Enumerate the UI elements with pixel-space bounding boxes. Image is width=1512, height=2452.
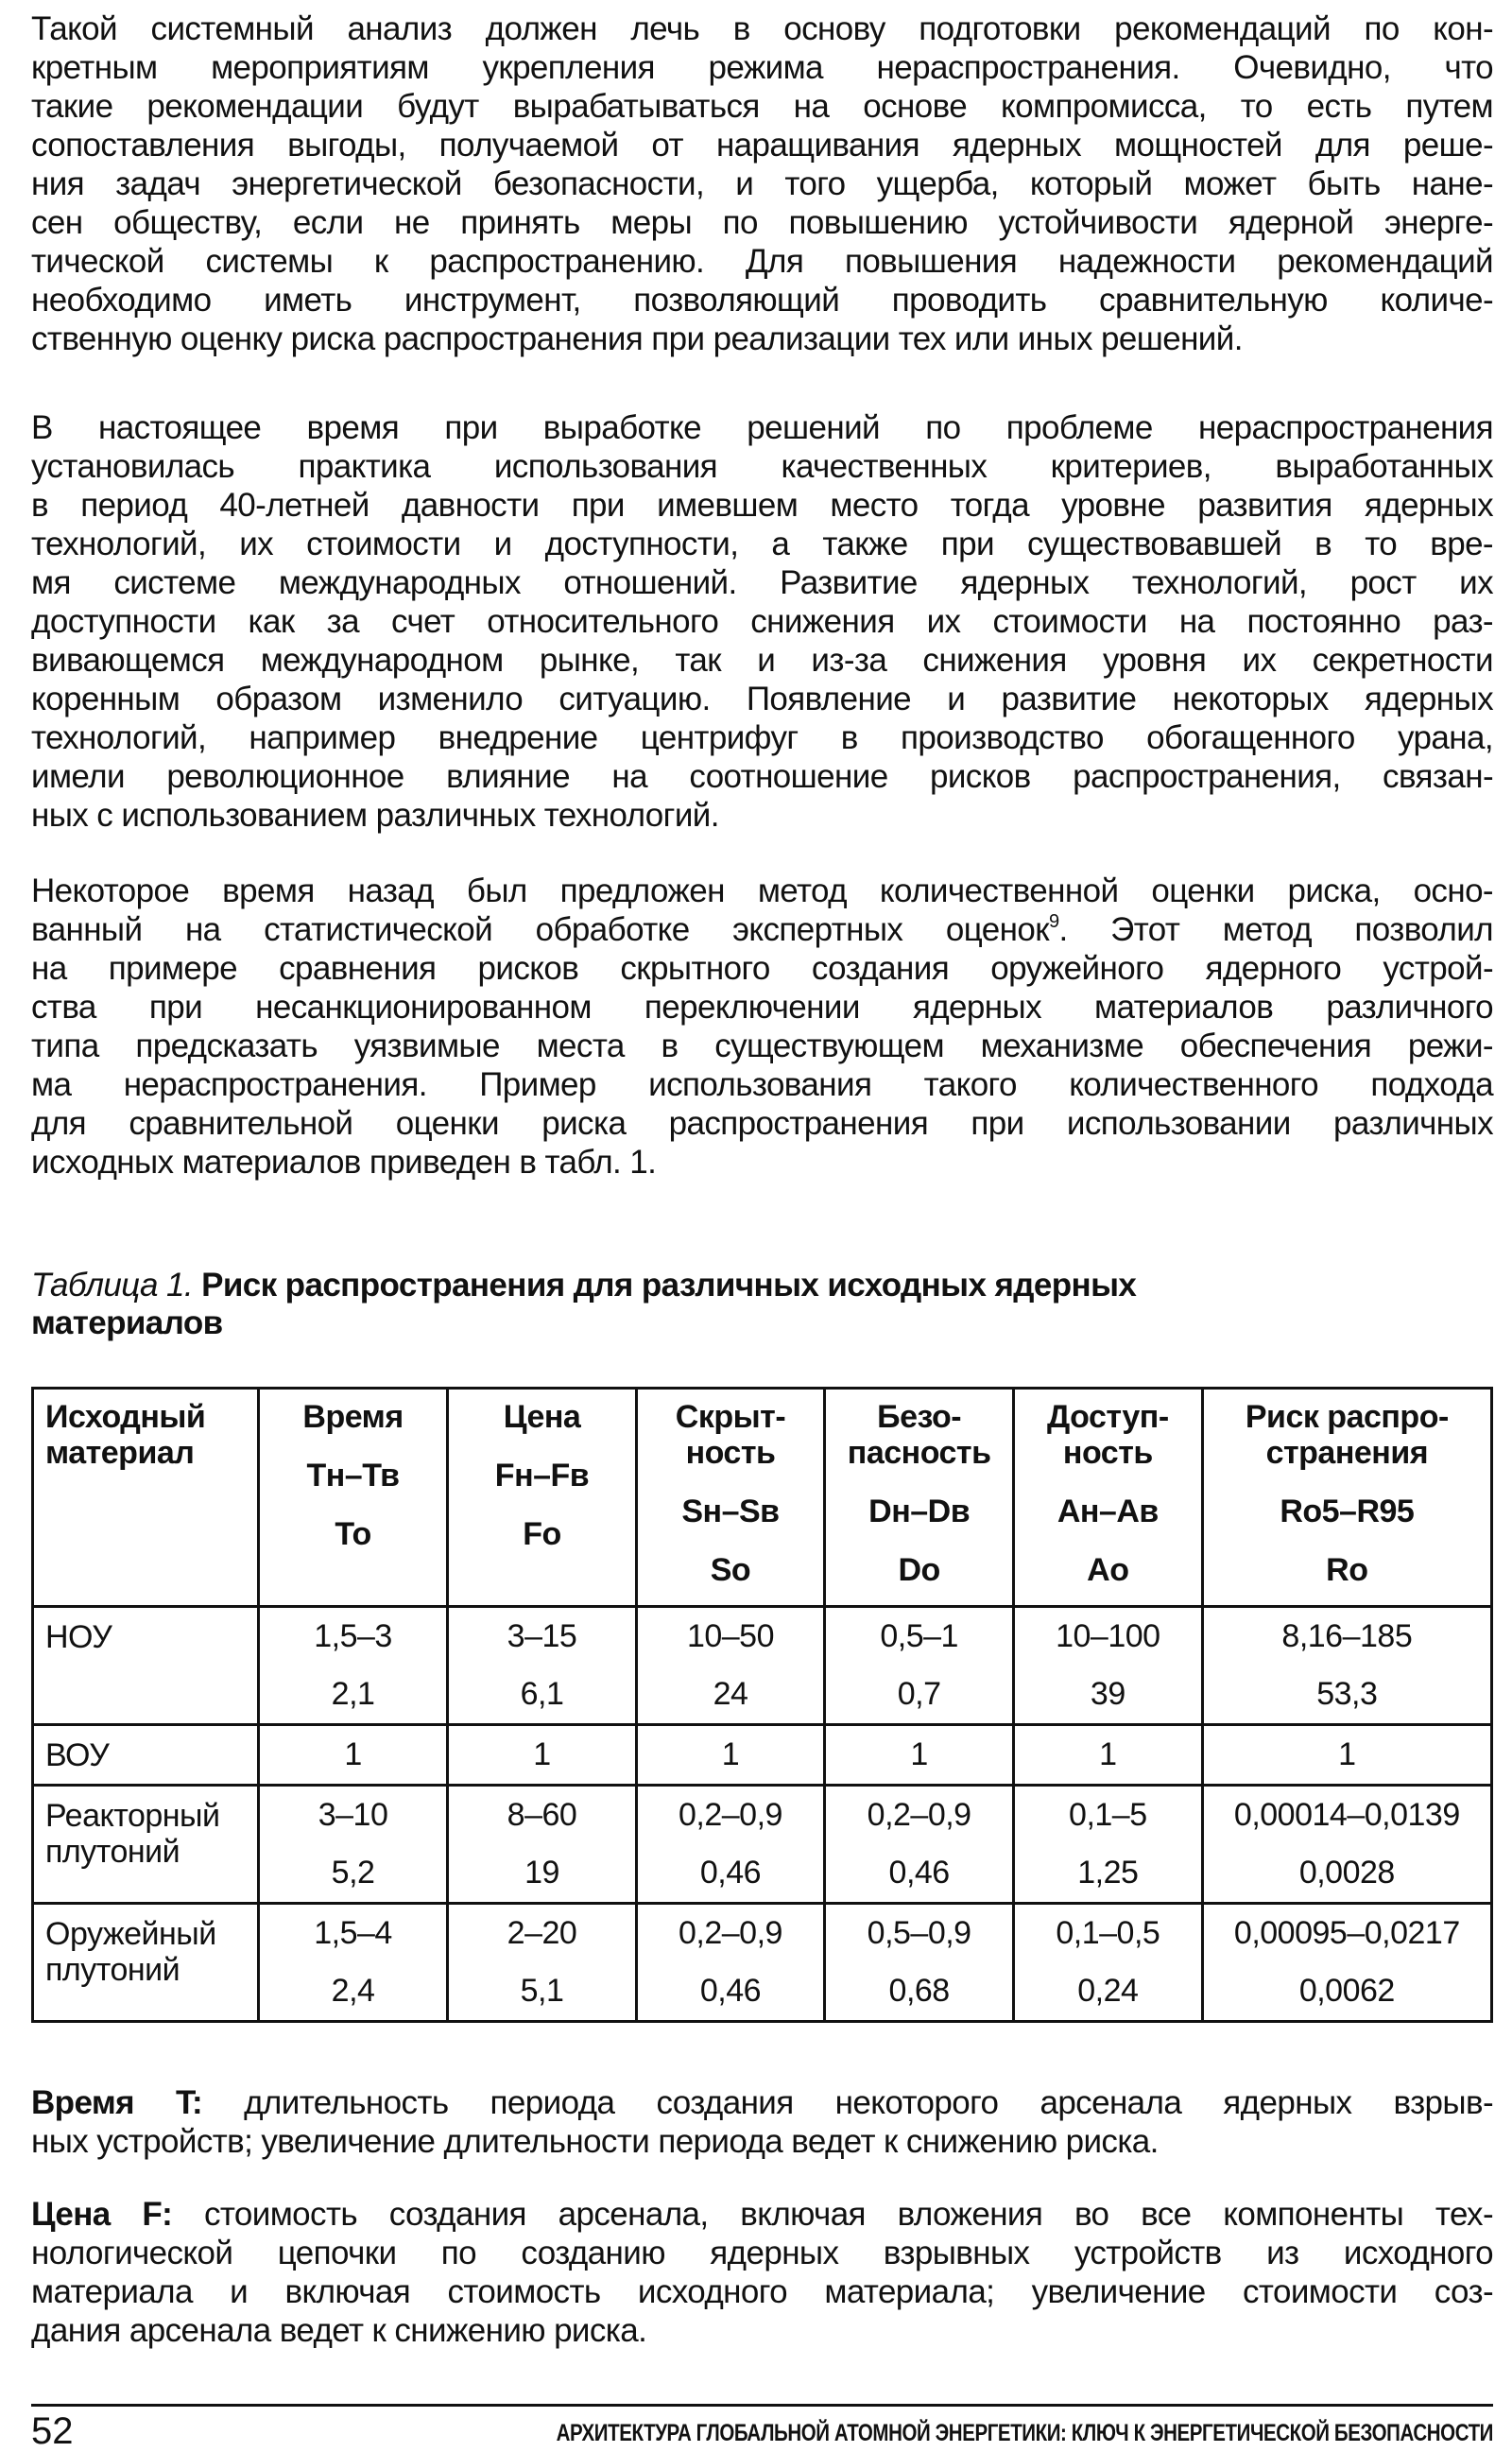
- cell-value: 0,2–0,9: [867, 1797, 971, 1833]
- cell-value: 10–100: [1056, 1618, 1160, 1654]
- running-title: АРХИТЕКТУРА ГЛОБАЛЬНОЙ АТОМНОЙ ЭНЕРГЕТИКИ: КЛЮЧ К ЭНЕРГЕТИЧЕСКОЙ БЕЗОПАСНОСТИ: [556, 2420, 1493, 2446]
- caption-title-cont: материалов: [31, 1304, 223, 1341]
- cell-value: 0,68: [888, 1973, 950, 2009]
- header-label: Цена: [503, 1399, 581, 1435]
- cell-value: 5,1: [520, 1973, 564, 2009]
- text-line: [31, 988, 1493, 1027]
- table-row: [33, 1786, 1492, 1904]
- text-line: [31, 525, 1493, 563]
- header-label: ность: [685, 1435, 776, 1471]
- header-symbol: Ro: [1326, 1552, 1368, 1588]
- text-line: [31, 48, 1493, 87]
- legend-text: дания арсенала ведет к снижению риска.: [31, 2312, 647, 2349]
- column-header: [258, 1389, 448, 1607]
- cell-value: 2,1: [331, 1676, 375, 1712]
- value-cell: [636, 1904, 825, 2022]
- legend-line: [31, 2083, 1493, 2122]
- material-label: ВОУ: [45, 1737, 110, 1773]
- caption-label: Таблица 1.: [31, 1267, 193, 1304]
- column-header: [1014, 1389, 1203, 1607]
- value-cell: [1014, 1786, 1203, 1904]
- table-header-row: [33, 1389, 1492, 1607]
- value-cell: [1202, 1904, 1491, 2022]
- cell-value: 0,2–0,9: [679, 1915, 782, 1951]
- material-cell: [33, 1607, 259, 1725]
- text-line: [31, 242, 1493, 281]
- legend-line: [31, 2234, 1493, 2272]
- cell-value: 0,5–1: [880, 1618, 958, 1654]
- text-line-content: мя системе международных отношений. Развитие ядерных технологий, рост их: [31, 564, 1493, 601]
- text-line-content: типа предсказать уязвимые места в существующем механизме обеспечения режи-: [31, 1027, 1493, 1064]
- text-line-content: необходимо иметь инструмент, позволяющий проводить сравнительную количе-: [31, 282, 1493, 319]
- text-line-content: тической системы к распространению. Для повышения надежности рекомендаций: [31, 243, 1493, 280]
- text-line-content: коренным образом изменило ситуацию. Появление и развитие некоторых ядерных: [31, 681, 1493, 717]
- cell-value: 39: [1090, 1676, 1125, 1712]
- cell-value: 1: [721, 1736, 740, 1772]
- text-line-content: ства при несанкционированном переключении ядерных материалов различного: [31, 989, 1493, 1026]
- text-line-content: технологий, например внедрение центрифуг в производство обогащенного урана,: [31, 719, 1493, 756]
- paragraph-3: [31, 872, 1493, 1182]
- legend-text: длительность периода создания некоторого арсенала ядерных взрыв-: [244, 2084, 1493, 2121]
- header-label: пасность: [847, 1435, 991, 1471]
- text-line-content: сен обществу, если не принять меры по повышению устойчивости ядерной энерге-: [31, 204, 1493, 241]
- text-line-content: исходных материалов приведен в табл. 1.: [31, 1144, 657, 1181]
- cell-value: 0,1–5: [1069, 1797, 1147, 1833]
- value-cell: [1202, 1607, 1491, 1725]
- text-line-content: технологий, их стоимости и доступности, а также при существовавшей в то вре-: [31, 526, 1493, 562]
- table-row: [33, 1904, 1492, 2022]
- text-line-content: сопоставления выгоды, получаемой от наращивания ядерных мощностей для реше-: [31, 127, 1493, 164]
- cell-value: 0,00095–0,0217: [1233, 1915, 1460, 1951]
- cell-value: 8–60: [507, 1797, 577, 1833]
- cell-value: 1: [910, 1736, 928, 1772]
- text-line-content: ных с использованием различных технологий.: [31, 797, 719, 834]
- cell-value: 1: [1099, 1736, 1117, 1772]
- text-line-content: Некоторое время назад был предложен метод количественной оценки риска, осно-: [31, 872, 1493, 909]
- value-cell: [448, 1786, 636, 1904]
- value-cell: [448, 1607, 636, 1725]
- paragraph-2: [31, 408, 1493, 835]
- value-cell: [825, 1786, 1014, 1904]
- header-symbol: Ао: [1087, 1552, 1129, 1588]
- text-line: [31, 757, 1493, 796]
- text-line: [31, 563, 1493, 602]
- legend-term: Время T:: [31, 2084, 203, 2121]
- table-row: [33, 1607, 1492, 1725]
- material-cell: [33, 1786, 259, 1904]
- cell-value: 3–10: [318, 1797, 388, 1833]
- cell-value: 0,7: [897, 1676, 941, 1712]
- material-label: Реакторный: [45, 1798, 220, 1834]
- cell-value: 0,46: [888, 1855, 950, 1891]
- text-line-content: Такой системный анализ должен лечь в основу подготовки рекомендаций по кон-: [31, 10, 1493, 47]
- cell-value: 0,2–0,9: [679, 1797, 782, 1833]
- text-line-content: . Этот метод позволил: [1058, 911, 1493, 948]
- text-line-content: ния задач энергетической безопасности, и того ущерба, который может быть нане-: [31, 165, 1493, 202]
- paragraph-1: [31, 9, 1493, 358]
- legend-line: [31, 2311, 1493, 2350]
- table-row: [33, 1725, 1492, 1786]
- text-line-content: установилась практика использования качественных критериев, выработанных: [31, 448, 1493, 485]
- header-symbol: Dн–Dв: [868, 1494, 971, 1529]
- value-cell: [1014, 1607, 1203, 1725]
- text-line-content: ванный на статистической обработке экспертных оценок: [31, 911, 1049, 948]
- cell-value: 3–15: [507, 1618, 577, 1654]
- text-line-content: доступности как за счет относительного снижения их стоимости на постоянно раз-: [31, 603, 1493, 640]
- header-label: странения: [1265, 1435, 1429, 1471]
- text-line-content: ственную оценку риска распространения при реализации тех или иных решений.: [31, 320, 1243, 357]
- value-cell: [636, 1786, 825, 1904]
- text-line: [31, 718, 1493, 757]
- legend-gap: [31, 2161, 1493, 2195]
- header-label: Исходный: [45, 1399, 206, 1435]
- cell-value: 24: [713, 1676, 748, 1712]
- text-line-content: В настоящее время при выработке решений по проблеме нераспространения: [31, 409, 1493, 446]
- text-line-content: кретным мероприятиям укрепления режима нераспространения. Очевидно, что: [31, 49, 1493, 86]
- header-label: Скрыт-: [675, 1399, 786, 1435]
- text-line: [31, 796, 1493, 835]
- legend: [31, 2083, 1493, 2350]
- text-line: [31, 641, 1493, 680]
- cell-value: 6,1: [520, 1676, 564, 1712]
- value-cell: [636, 1725, 825, 1786]
- text-line-content: для сравнительной оценки риска распространения при использовании различных: [31, 1105, 1493, 1142]
- material-label: Оружейный: [45, 1916, 216, 1952]
- text-line: [31, 1027, 1493, 1065]
- cell-value: 0,0062: [1298, 1973, 1395, 2009]
- text-line-content: имели революционное влияние на соотношение рисков распространения, связан-: [31, 758, 1493, 795]
- cell-value: 2,4: [331, 1973, 375, 2009]
- value-cell: [258, 1904, 448, 2022]
- material-label: НОУ: [45, 1619, 112, 1655]
- legend-line: [31, 2122, 1493, 2161]
- cell-value: 19: [524, 1855, 559, 1891]
- column-header: [825, 1389, 1014, 1607]
- header-symbol: Ан–Ав: [1057, 1494, 1159, 1529]
- header-symbol: Sн–Sв: [681, 1494, 780, 1529]
- value-cell: [825, 1904, 1014, 2022]
- cell-value: 0,0028: [1298, 1855, 1395, 1891]
- text-line-content: в период 40-летней давности при имевшем место тогда уровне развития ядерных: [31, 487, 1493, 524]
- value-cell: [258, 1725, 448, 1786]
- legend-term: Цена F:: [31, 2196, 173, 2233]
- value-cell: [448, 1904, 636, 2022]
- text-line: [31, 164, 1493, 203]
- header-label: материал: [45, 1435, 195, 1471]
- risk-table: [31, 1387, 1493, 2023]
- text-line: [31, 1104, 1493, 1143]
- text-line-content: ма нераспространения. Пример использования такого количественного подхода: [31, 1066, 1493, 1103]
- text-line: [31, 9, 1493, 48]
- header-symbol: Do: [898, 1552, 940, 1588]
- header-label: Риск распро-: [1245, 1399, 1449, 1435]
- value-cell: [258, 1786, 448, 1904]
- material-label: плутоний: [45, 1834, 180, 1870]
- caption-title: Риск распространения для различных исходных ядерных: [201, 1267, 1137, 1304]
- value-cell: [1014, 1725, 1203, 1786]
- header-symbol: Fн–Fв: [494, 1458, 590, 1494]
- legend-line: [31, 2272, 1493, 2311]
- header-symbol: So: [710, 1552, 751, 1588]
- cell-value: 1: [1338, 1736, 1356, 1772]
- text-line-content: на примере сравнения рисков скрытного создания оружейного ядерного устрой-: [31, 950, 1493, 987]
- header-label: Время: [302, 1399, 404, 1435]
- text-line: [31, 126, 1493, 164]
- value-cell: [825, 1725, 1014, 1786]
- text-line-content: вивающемся международном рынке, так и из-за снижения уровня их секретности: [31, 642, 1493, 679]
- table-caption: [31, 1267, 1136, 1342]
- text-line: [31, 1065, 1493, 1104]
- text-line: [31, 680, 1493, 718]
- cell-value: 0,46: [699, 1973, 762, 2009]
- footer-divider: [31, 2404, 1493, 2407]
- cell-value: 53,3: [1316, 1676, 1378, 1712]
- cell-value: 0,24: [1077, 1973, 1139, 2009]
- cell-value: 10–50: [686, 1618, 774, 1654]
- header-symbol: То: [335, 1516, 371, 1552]
- cell-value: 1,5–4: [314, 1915, 392, 1951]
- header-symbol: Ro5–R95: [1280, 1494, 1415, 1529]
- value-cell: [1202, 1725, 1491, 1786]
- column-header: [448, 1389, 636, 1607]
- text-line: [31, 319, 1493, 358]
- text-line: [31, 872, 1493, 910]
- column-header: [33, 1389, 259, 1607]
- text-line: [31, 486, 1493, 525]
- legend-text: стоимость создания арсенала, включая вложения во все компоненты тех-: [203, 2196, 1494, 2233]
- legend-text: нологической цепочки по созданию ядерных взрывных устройств из исходного: [31, 2235, 1493, 2271]
- value-cell: [825, 1607, 1014, 1725]
- text-line: [31, 1143, 1493, 1182]
- header-symbol: Тн–Тв: [306, 1458, 400, 1494]
- cell-value: 1,5–3: [314, 1618, 392, 1654]
- material-cell: [33, 1904, 259, 2022]
- text-line: [31, 87, 1493, 126]
- text-line: [31, 949, 1493, 988]
- cell-value: 1: [533, 1736, 551, 1772]
- cell-value: 5,2: [331, 1855, 375, 1891]
- value-cell: [448, 1725, 636, 1786]
- header-label: Доступ-: [1047, 1399, 1169, 1435]
- header-label: Безо-: [877, 1399, 962, 1435]
- page-number: 52: [31, 2410, 74, 2452]
- cell-value: 1: [344, 1736, 362, 1772]
- cell-value: 1,25: [1077, 1855, 1139, 1891]
- text-line: [31, 602, 1493, 641]
- column-header: [636, 1389, 825, 1607]
- text-line: [31, 281, 1493, 319]
- cell-value: 0,00014–0,0139: [1233, 1797, 1460, 1833]
- value-cell: [1202, 1786, 1491, 1904]
- legend-text: материала и включая стоимость исходного материала; увеличение стоимости соз-: [31, 2273, 1493, 2310]
- header-label: ность: [1062, 1435, 1153, 1471]
- cell-value: 8,16–185: [1281, 1618, 1413, 1654]
- cell-value: 2–20: [507, 1915, 577, 1951]
- cell-value: 0,46: [699, 1855, 762, 1891]
- value-cell: [1014, 1904, 1203, 2022]
- text-line: [31, 910, 1493, 949]
- text-line: [31, 408, 1493, 447]
- text-line: [31, 203, 1493, 242]
- legend-line: [31, 2195, 1493, 2234]
- column-header: [1202, 1389, 1491, 1607]
- header-symbol: Fo: [523, 1516, 561, 1552]
- text-line-content: такие рекомендации будут вырабатываться на основе компромисса, то есть путем: [31, 88, 1493, 125]
- material-label: плутоний: [45, 1952, 180, 1988]
- value-cell: [258, 1607, 448, 1725]
- value-cell: [636, 1607, 825, 1725]
- footnote-ref: 9: [1048, 911, 1059, 932]
- legend-text: ных устройств; увеличение длительности периода ведет к снижению риска.: [31, 2123, 1159, 2160]
- cell-value: 0,1–0,5: [1056, 1915, 1160, 1951]
- material-cell: [33, 1725, 259, 1786]
- text-line: [31, 447, 1493, 486]
- cell-value: 0,5–0,9: [867, 1915, 971, 1951]
